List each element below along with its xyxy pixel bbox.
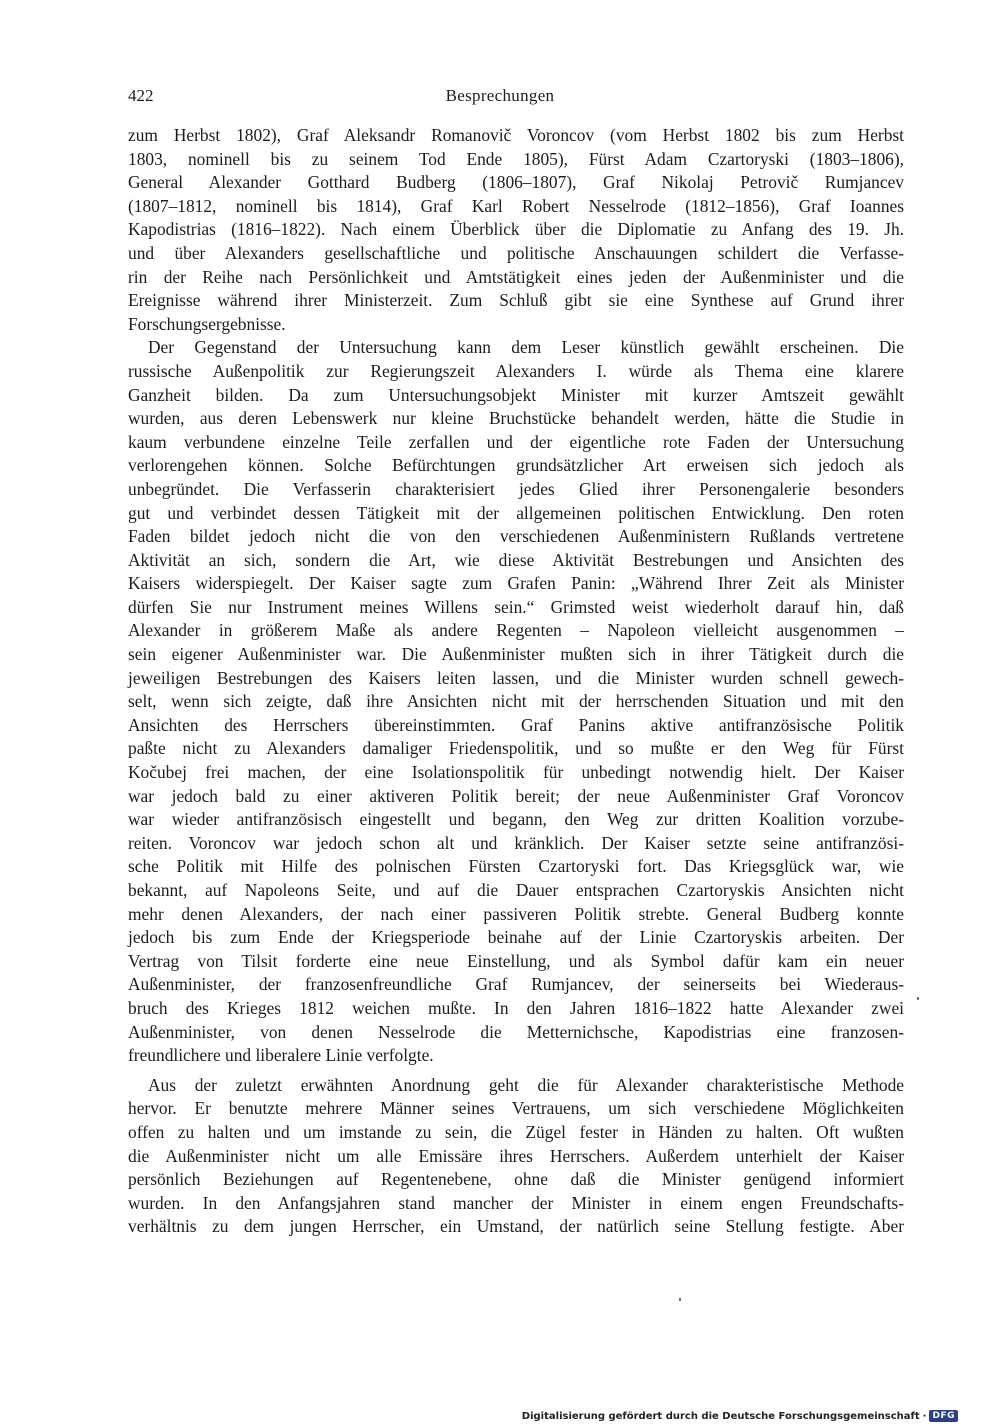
text-line: Aktivität an sich, sondern die Art, wie diese Aktivität Bestrebungen und Ansichten des: [128, 549, 904, 570]
text-line: jeweiligen Bestrebungen des Kaisers leiten lassen, und die Minister wurden schnell gewech-: [128, 667, 904, 688]
separator-dot: ·: [922, 1410, 927, 1422]
dfg-logo-icon: DFG: [929, 1410, 958, 1422]
text-line: selt, wenn sich zeigte, daß ihre Ansichten nicht mit der herrschenden Situation und mit den: [128, 691, 904, 712]
text-line: Außenminister, der franzosenfreundliche Graf Rumjancev, der seinerseits bei Wiederaus-: [128, 974, 904, 995]
text-line: und über Alexanders gesellschaftliche und politische Anschauungen schildert die Verfasse-: [128, 242, 904, 263]
text-line: Ganzheit bilden. Da zum Untersuchungsobjekt Minister mit kurzer Amtszeit gewählt: [128, 384, 904, 405]
text-line: General Alexander Gotthard Budberg (1806–1807), Graf Nikolaj Petrovič Rumjancev: [128, 172, 904, 193]
text-line: Aus der zuletzt erwähnten Anordnung geht die für Alexander charakteristische Methode: [148, 1074, 904, 1095]
text-line: die Außenminister nicht um alle Emissäre ihres Herrschers. Außerdem unterhielt der Kaiser: [128, 1145, 904, 1166]
paragraph-text: [128, 124, 904, 336]
text-line: Alexander in größerem Maße als andere Regenten – Napoleon vielleicht ausgenommen –: [128, 620, 904, 641]
text-line: gut und verbindet dessen Tätigkeit mit der allgemeinen politischen Entwicklung. Den roten: [128, 502, 904, 523]
text-line: dürfen Sie nur Instrument meines Willens sein.“ Grimsted weist wiederholt darauf hin, daß: [128, 596, 904, 617]
text-line: offen zu halten und um imstande zu sein, die Zügel fester in Händen zu halten. Oft wußten: [128, 1121, 904, 1142]
text-line: Ansichten des Herrschers übereinstimmten. Graf Panins aktive antifranzösische Politik: [128, 714, 904, 735]
text-line: freundlichere und liberalere Linie verfolgte.: [128, 1045, 434, 1066]
paragraph-text: [128, 336, 904, 1067]
text-line: rin der Reihe nach Persönlichkeit und Amtstätigkeit eines jeden der Außenminister und die: [128, 266, 904, 287]
text-line: Der Gegenstand der Untersuchung kann dem Leser künstlich gewählt erscheinen. Die: [148, 337, 904, 358]
text-line: persönlich Beziehungen auf Regentenebene, ohne daß die Minister genügend informiert: [128, 1169, 904, 1190]
text-line: hervor. Er benutzte mehrere Männer seines Vertrauens, um sich verschiedene Möglichkeiten: [128, 1098, 904, 1119]
text-line: reiten. Voroncov war jedoch schon alt und kränklich. Der Kaiser setzte seine antifranzösi-: [128, 832, 904, 853]
paragraph-3: [128, 1074, 904, 1239]
text-line: sche Politik mit Hilfe des polnischen Fürsten Czartoryski fort. Das Kriegsglück war, wie: [128, 856, 904, 877]
running-head: Besprechungen: [445, 86, 555, 105]
paragraph-1: [128, 124, 904, 336]
text-line: jedoch bis zum Ende der Kriegsperiode beinahe auf der Linie Czartoryskis arbeiten. Der: [128, 927, 904, 948]
paragraph-text: [128, 1074, 904, 1239]
text-line: war jedoch bald zu einer aktiveren Politik bereit; der neue Außenminister Graf Voroncov: [128, 785, 904, 806]
page-header: [128, 86, 872, 110]
text-line: paßte nicht zu Alexanders damaliger Friedenspolitik, und so mußte er den Weg für Fürst: [128, 738, 904, 759]
text-line: Ereignisse während ihrer Ministerzeit. Zum Schluß gibt sie eine Synthese auf Grund ihrer: [128, 290, 904, 311]
scan-speck: [917, 997, 919, 1000]
text-line: kaum verbundene einzelne Teile zerfallen und der eigentliche rote Faden der Untersuchung: [128, 431, 904, 452]
scan-speck: [679, 1298, 681, 1301]
text-line: wurden, aus deren Lebenswerk nur kleine Bruchstücke behandelt werden, hätte die Studie in: [128, 408, 904, 429]
text-line: russische Außenpolitik zur Regierungszeit Alexanders I. würde als Thema eine klarere: [128, 360, 904, 381]
text-line: (1807–1812, nominell bis 1814), Graf Karl Robert Nesselrode (1812–1856), Graf Ioannes: [128, 195, 904, 216]
credit-text: Digitalisierung gefördert durch die Deutsche Forschungsgemeinschaft: [521, 1410, 920, 1422]
text-line: Forschungsergebnisse.: [128, 313, 286, 334]
text-line: zum Herbst 1802), Graf Aleksandr Romanovič Voroncov (vom Herbst 1802 bis zum Herbst: [128, 125, 904, 145]
text-line: verhältnis zu dem jungen Herrscher, ein Umstand, der natürlich seine Stellung festigte. Aber: [128, 1216, 904, 1237]
text-line: verlorengehen können. Solche Befürchtungen grundsätzlicher Art erweisen sich jedoch als: [128, 455, 904, 476]
text-line: mehr denen Alexanders, der nach einer passiveren Politik strebte. General Budberg konnte: [128, 903, 904, 924]
digitization-credit: [522, 1410, 958, 1422]
page-number: 422: [128, 86, 154, 105]
text-line: Kapodistrias (1816–1822). Nach einem Überblick über die Diplomatie zu Anfang des 19. Jh.: [128, 219, 904, 240]
text-line: sein eigener Außenminister war. Die Außenminister mußten sich in ihrer Tätigkeit durch die: [128, 644, 904, 665]
text-line: Vertrag von Tilsit forderte eine neue Einstellung, und als Symbol dafür kam ein neuer: [128, 950, 904, 971]
text-line: Kočubej frei machen, der eine Isolationspolitik für unbedingt notwendig hielt. Der Kaiser: [128, 762, 904, 783]
text-line: unbegründet. Die Verfasserin charakterisiert jedes Glied ihrer Personengalerie besonders: [128, 478, 904, 499]
body-text: [128, 124, 904, 1239]
paragraph-2: [128, 336, 904, 1067]
text-line: Außenminister, von denen Nesselrode die Metternichsche, Kapodistrias eine franzosen-: [128, 1021, 904, 1042]
text-line: Kaisers widerspiegelt. Der Kaiser sagte zum Grafen Panin: „Während Ihrer Zeit als Minister: [128, 573, 904, 594]
text-line: war wieder antifranzösisch eingestellt und begann, den Weg zur dritten Koalition vorzube-: [128, 809, 904, 830]
text-line: bruch des Krieges 1812 weichen mußte. In den Jahren 1816–1822 hatte Alexander zwei: [128, 997, 904, 1018]
text-line: wurden. In den Anfangsjahren stand mancher der Minister in einem engen Freundschafts-: [128, 1192, 904, 1213]
text-line: bekannt, auf Napoleons Seite, und auf die Dauer entsprachen Czartoryskis Ansichten nicht: [128, 880, 904, 900]
text-line: Faden bildet jedoch nicht die von den verschiedenen Außenministern Rußlands vertretene: [128, 526, 904, 547]
text-line: 1803, nominell bis zu seinem Tod Ende 1805), Fürst Adam Czartoryski (1803–1806),: [128, 148, 904, 169]
